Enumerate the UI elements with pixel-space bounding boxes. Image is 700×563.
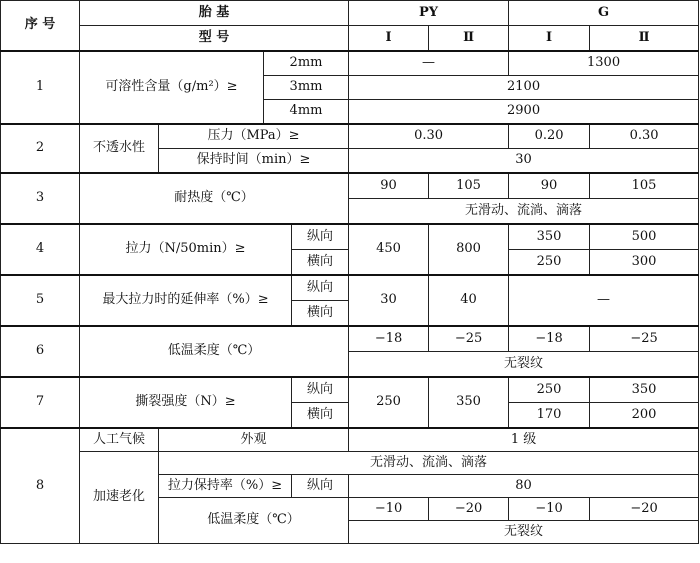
row-5-no: 5	[1, 275, 80, 326]
row-2-no: 2	[1, 124, 80, 173]
row-4-g1-long: 350	[509, 224, 590, 250]
row-6-no: 6	[1, 326, 80, 377]
row-3-a	[1, 173, 699, 199]
row-8-longitudinal: 纵向	[292, 475, 349, 498]
header-base: 胎 基	[80, 1, 349, 26]
header-py-type-2: Ⅱ	[429, 26, 509, 52]
row-8-cold-label: 低温柔度（℃）	[159, 498, 349, 544]
row-1-3mm-value: 2100	[349, 76, 699, 100]
header-g-type-1: Ⅰ	[509, 26, 590, 52]
row-7-py1: 250	[349, 377, 429, 428]
row-6-label: 低温柔度（℃）	[80, 326, 349, 377]
row-6-note: 无裂纹	[349, 352, 699, 378]
row-2-label: 不透水性	[80, 124, 159, 173]
row-4-a	[1, 224, 699, 250]
row-6-py2: −25	[429, 326, 509, 352]
row-1-label: 可溶性含量（g/m²）≥	[80, 51, 264, 124]
row-2-pressure-py: 0.30	[349, 124, 509, 149]
header-row-1	[1, 1, 699, 26]
row-8-g2: −20	[590, 498, 699, 521]
row-1-2mm-py: —	[349, 51, 509, 76]
row-7-a	[1, 377, 699, 403]
row-8-tensile-label: 拉力保持率（%）≥	[159, 475, 292, 498]
row-8-a	[1, 428, 699, 452]
row-5-py1: 30	[349, 275, 429, 326]
row-4-g2-trans: 300	[590, 250, 699, 276]
row-7-g1-long: 250	[509, 377, 590, 403]
row-5-py2: 40	[429, 275, 509, 326]
row-6-a	[1, 326, 699, 352]
row-5-label: 最大拉力时的延伸率（%）≥	[80, 275, 292, 326]
row-8-aging-label: 加速老化	[80, 452, 159, 544]
row-1-a	[1, 51, 699, 76]
row-8-no: 8	[1, 428, 80, 544]
row-7-longitudinal: 纵向	[292, 377, 349, 403]
row-7-g1-trans: 170	[509, 403, 590, 429]
header-seq: 序 号	[1, 1, 80, 52]
row-3-g2: 105	[590, 173, 699, 199]
row-4-py2: 800	[429, 224, 509, 275]
row-5-a	[1, 275, 699, 301]
row-6-py1: −18	[349, 326, 429, 352]
row-5-transverse: 横向	[292, 301, 349, 327]
row-4-longitudinal: 纵向	[292, 224, 349, 250]
row-4-no: 4	[1, 224, 80, 275]
row-8-note2: 无裂纹	[349, 521, 699, 544]
row-4-g1-trans: 250	[509, 250, 590, 276]
row-5-g: —	[509, 275, 699, 326]
header-row-2	[1, 26, 699, 52]
row-3-label: 耐热度（℃）	[80, 173, 349, 224]
row-4-transverse: 横向	[292, 250, 349, 276]
row-7-label: 撕裂强度（N）≥	[80, 377, 292, 428]
row-6-g2: −25	[590, 326, 699, 352]
row-1-spec-2mm: 2mm	[264, 51, 349, 76]
row-2-time-value: 30	[349, 149, 699, 174]
row-5-longitudinal: 纵向	[292, 275, 349, 301]
row-7-g2-long: 350	[590, 377, 699, 403]
row-2-pressure-g1: 0.20	[509, 124, 590, 149]
header-g: G	[509, 1, 699, 26]
row-3-py1: 90	[349, 173, 429, 199]
row-1-no: 1	[1, 51, 80, 124]
row-8-tensile-value: 80	[349, 475, 699, 498]
row-7-no: 7	[1, 377, 80, 428]
row-8-note1: 无滑动、流淌、滴落	[159, 452, 699, 475]
row-1-spec-3mm: 3mm	[264, 76, 349, 100]
header-py: PY	[349, 1, 509, 26]
row-8-b	[1, 452, 699, 475]
row-7-g2-trans: 200	[590, 403, 699, 429]
row-6-g1: −18	[509, 326, 590, 352]
header-g-type-2: Ⅱ	[590, 26, 699, 52]
row-2-time-label: 保持时间（min）≥	[159, 149, 349, 174]
row-3-note: 无滑动、流淌、滴落	[349, 199, 699, 225]
row-4-py1: 450	[349, 224, 429, 275]
row-3-py2: 105	[429, 173, 509, 199]
row-7-transverse: 横向	[292, 403, 349, 429]
row-8-climate-label: 人工气候	[80, 428, 159, 452]
row-1-2mm-g: 1300	[509, 51, 699, 76]
row-8-py2: −20	[429, 498, 509, 521]
row-2-pressure-label: 压力（MPa）≥	[159, 124, 349, 149]
header-py-type-1: Ⅰ	[349, 26, 429, 52]
row-4-g2-long: 500	[590, 224, 699, 250]
row-1-4mm-value: 2900	[349, 100, 699, 125]
row-3-no: 3	[1, 173, 80, 224]
row-3-g1: 90	[509, 173, 590, 199]
row-8-appearance-label: 外观	[159, 428, 349, 452]
row-7-py2: 350	[429, 377, 509, 428]
header-model: 型 号	[80, 26, 349, 52]
row-4-label: 拉力（N/50min）≥	[80, 224, 292, 275]
row-8-grade: 1 级	[349, 428, 699, 452]
row-8-py1: −10	[349, 498, 429, 521]
row-1-spec-4mm: 4mm	[264, 100, 349, 125]
row-8-g1: −10	[509, 498, 590, 521]
row-2-a	[1, 124, 699, 149]
row-2-pressure-g2: 0.30	[590, 124, 699, 149]
